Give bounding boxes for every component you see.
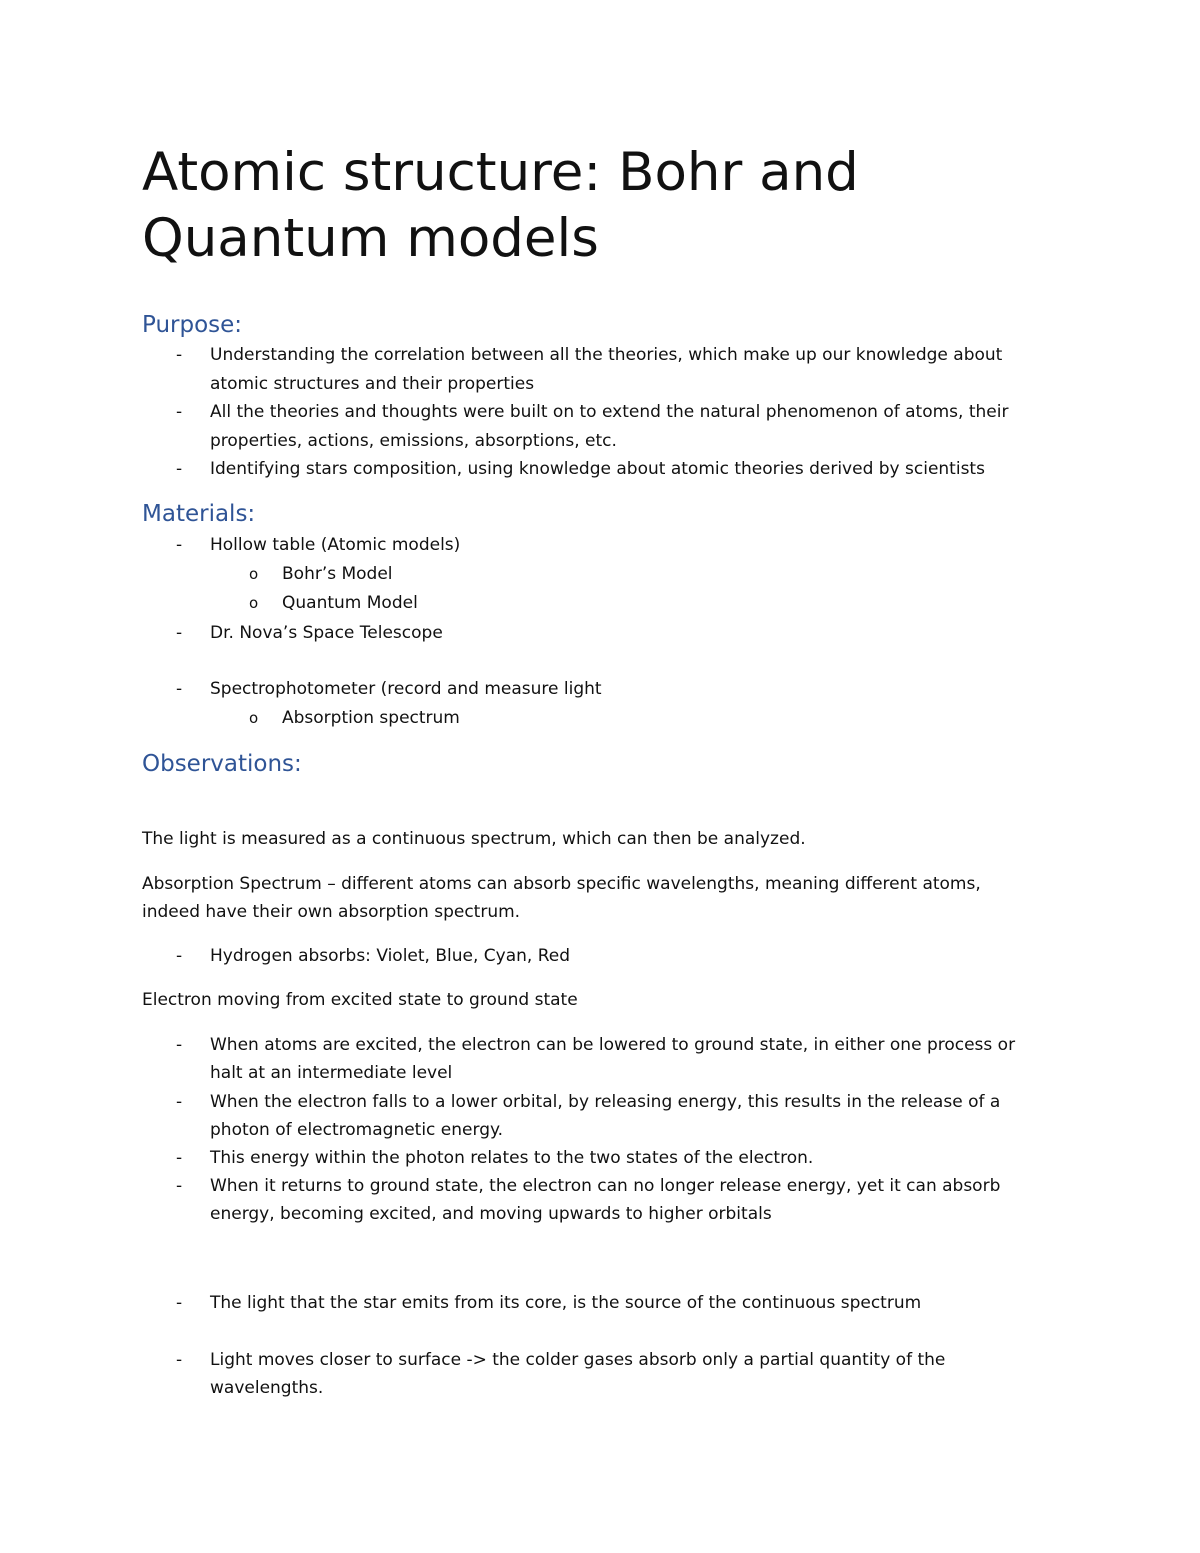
- materials-heading: Materials:: [142, 501, 256, 527]
- dash-marker: -: [176, 1293, 183, 1313]
- title-line-1: Atomic structure: Bohr and: [142, 142, 859, 203]
- electron-bullet-3: This energy within the photon relates to the two states of the electron.: [210, 1148, 814, 1168]
- sub-bullet-marker: o: [249, 565, 259, 583]
- dash-marker: -: [176, 946, 183, 966]
- purpose-bullet-3: Identifying stars composition, using knowledge about atomic theories derived by scientists: [210, 459, 985, 479]
- materials-item-3: Spectrophotometer (record and measure light: [210, 679, 602, 699]
- dash-marker: -: [176, 535, 183, 555]
- materials-item-2: Dr. Nova’s Space Telescope: [210, 623, 443, 643]
- surface-bullet-line-2: wavelengths.: [210, 1378, 324, 1398]
- electron-bullet-2-line-1: When the electron falls to a lower orbital, by releasing energy, this results in the release of a: [210, 1092, 1001, 1112]
- electron-bullet-1-line-2: halt at an intermediate level: [210, 1063, 453, 1083]
- materials-item-1-sub-2: Quantum Model: [282, 593, 418, 613]
- observations-paragraph-1: The light is measured as a continuous spectrum, which can then be analyzed.: [142, 829, 806, 849]
- purpose-heading: Purpose:: [142, 312, 243, 338]
- sub-bullet-marker: o: [249, 709, 259, 727]
- dash-marker: -: [176, 1148, 183, 1168]
- purpose-bullet-2-line-1: All the theories and thoughts were built on to extend the natural phenomenon of atoms, their: [210, 402, 1009, 422]
- materials-item-1-sub-1: Bohr’s Model: [282, 564, 393, 584]
- materials-item-1: Hollow table (Atomic models): [210, 535, 461, 555]
- purpose-bullet-2-line-2: properties, actions, emissions, absorptions, etc.: [210, 431, 617, 451]
- electron-paragraph: Electron moving from excited state to ground state: [142, 990, 578, 1010]
- dash-marker: -: [176, 459, 183, 479]
- purpose-bullet-1-line-1: Understanding the correlation between all the theories, which make up our knowledge about: [210, 345, 1003, 365]
- hydrogen-bullet: Hydrogen absorbs: Violet, Blue, Cyan, Red: [210, 946, 571, 966]
- dash-marker: -: [176, 402, 183, 422]
- electron-bullet-2-line-2: photon of electromagnetic energy.: [210, 1120, 504, 1140]
- dash-marker: -: [176, 623, 183, 643]
- dash-marker: -: [176, 345, 183, 365]
- document-title: [142, 140, 1042, 272]
- dash-marker: -: [176, 1035, 183, 1055]
- observations-heading: Observations:: [142, 751, 302, 777]
- purpose-bullet-1-line-2: atomic structures and their properties: [210, 374, 535, 394]
- absorption-paragraph-line-2: indeed have their own absorption spectrum.: [142, 902, 521, 922]
- materials-item-3-sub-1: Absorption spectrum: [282, 708, 460, 728]
- electron-bullet-1-line-1: When atoms are excited, the electron can be lowered to ground state, in either one process or: [210, 1035, 1016, 1055]
- sub-bullet-marker: o: [249, 594, 259, 612]
- star-core-bullet: The light that the star emits from its core, is the source of the continuous spectrum: [210, 1293, 922, 1313]
- electron-bullet-4-line-1: When it returns to ground state, the electron can no longer release energy, yet it can absorb: [210, 1176, 1001, 1196]
- title-line-2: Quantum models: [142, 208, 599, 269]
- absorption-paragraph-line-1: Absorption Spectrum – different atoms can absorb specific wavelengths, meaning different atoms,: [142, 874, 981, 894]
- dash-marker: -: [176, 679, 183, 699]
- surface-bullet-line-1: Light moves closer to surface -> the colder gases absorb only a partial quantity of the: [210, 1350, 946, 1370]
- electron-bullet-4-line-2: energy, becoming excited, and moving upwards to higher orbitals: [210, 1204, 772, 1224]
- dash-marker: -: [176, 1092, 183, 1112]
- dash-marker: -: [176, 1350, 183, 1370]
- dash-marker: -: [176, 1176, 183, 1196]
